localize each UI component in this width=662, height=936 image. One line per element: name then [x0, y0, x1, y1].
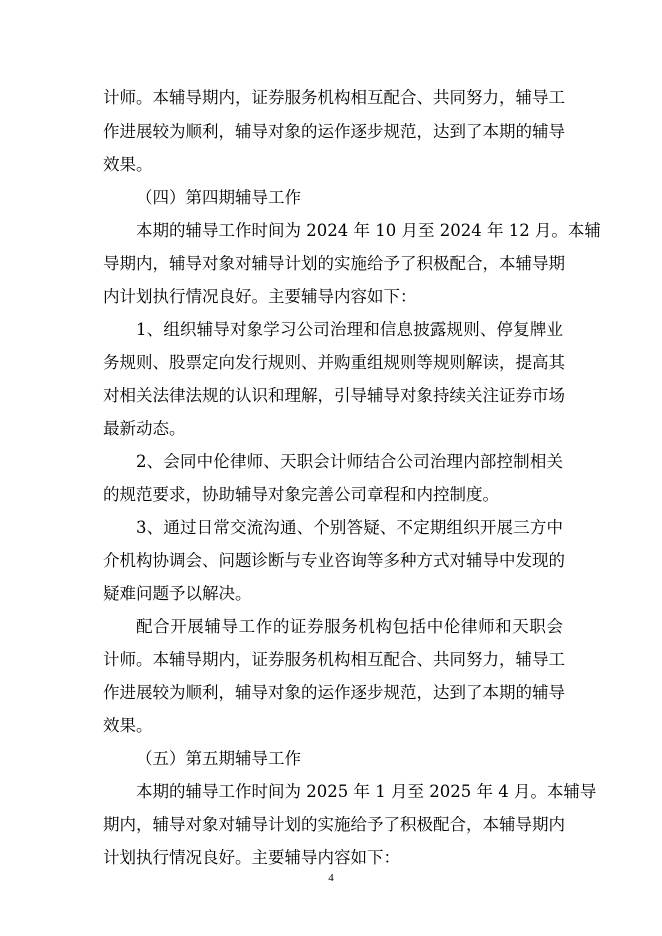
body-text-line: 作进展较为顺利，辅导对象的运作逐步规范，达到了本期的辅导: [103, 683, 565, 702]
body-text-line: 配合开展辅导工作的证券服务机构包括中伦律师和天职会: [136, 617, 563, 636]
list-item-3-line: 疑难问题予以解决。: [103, 584, 252, 603]
body-text-line: 计师。本辅导期内，证券服务机构相互配合、共同努力，辅导工: [103, 650, 565, 669]
list-item-1-line: 对相关法律法规的认识和理解，引导辅导对象持续关注证券市场: [103, 386, 565, 405]
list-item-3-line: 3、通过日常交流沟通、个别答疑、不定期组织开展三方中: [136, 518, 563, 537]
body-text-line: 计师。本辅导期内，证券服务机构相互配合、共同努力，辅导工: [103, 88, 565, 107]
list-item-1-line: 最新动态。: [103, 419, 186, 438]
body-text-line: 效果。: [103, 155, 153, 174]
body-text-line: 内计划执行情况良好。主要辅导内容如下：: [103, 287, 417, 306]
list-item-3-line: 介机构协调会、问题诊断与专业咨询等多种方式对辅导中发现的: [103, 551, 565, 570]
page-number: 4: [328, 872, 334, 884]
section-heading-5: （五）第五期辅导工作: [136, 749, 301, 768]
body-text-line: 计划执行情况良好。主要辅导内容如下：: [103, 848, 400, 867]
body-text-line: 期内，辅导对象对辅导计划的实施给予了积极配合，本辅导期内: [103, 815, 565, 834]
list-item-2-line: 2、会同中伦律师、天职会计师结合公司治理内部控制相关: [136, 452, 563, 471]
section-heading-4: （四）第四期辅导工作: [136, 188, 301, 207]
body-text-line: 本期的辅导工作时间为 2024 年 10 月至 2024 年 12 月。本辅: [136, 221, 601, 240]
list-item-1-line: 务规则、股票定向发行规则、并购重组规则等规则解读，提高其: [103, 353, 565, 372]
list-item-1-line: 1、组织辅导对象学习公司治理和信息披露规则、停复牌业: [136, 320, 563, 339]
body-text-line: 本期的辅导工作时间为 2025 年 1 月至 2025 年 4 月。本辅导: [136, 782, 597, 801]
list-item-2-line: 的规范要求，协助辅导对象完善公司章程和内控制度。: [103, 485, 499, 504]
body-text-line: 作进展较为顺利，辅导对象的运作逐步规范，达到了本期的辅导: [103, 122, 565, 141]
body-text-line: 效果。: [103, 716, 153, 735]
body-text-line: 导期内，辅导对象对辅导计划的实施给予了积极配合，本辅导期: [103, 254, 565, 273]
